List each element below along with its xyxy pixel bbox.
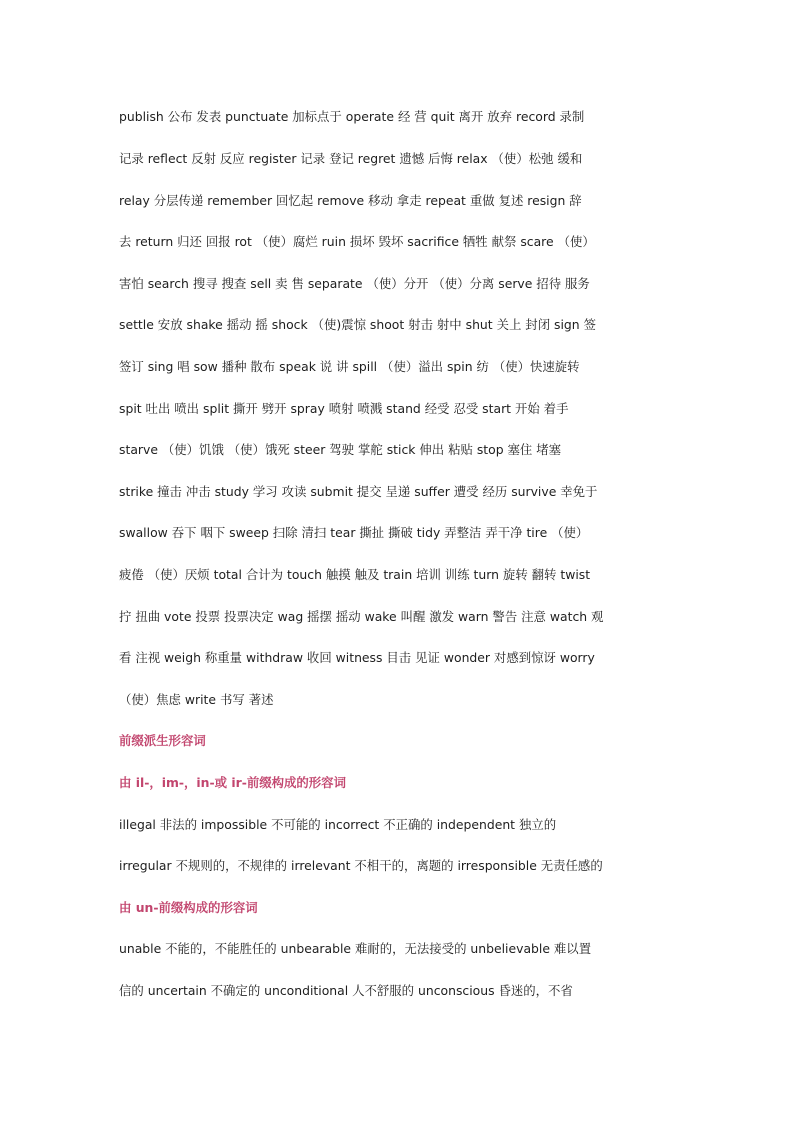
text-line: unable 不能的，不能胜任的 unbearable 难耐的，无法接受的 unbelievable 难以置 [119, 941, 592, 956]
text-line: illegal 非法的 impossible 不可能的 incorrect 不正确的 independent 独立的 [119, 817, 557, 832]
text-line: publish 公布 发表 punctuate 加标点于 operate 经 营 quit 离开 放弃 record 录制 [119, 109, 585, 124]
text-line: 签订 sing 唱 sow 播种 散布 speak 说 讲 spill （使）溢出 spin 纺 （使）快速旋转 [119, 359, 580, 374]
text-line: 记录 reflect 反射 反应 register 记录 登记 regret 遗憾 后悔 relax （使）松弛 缓和 [119, 151, 583, 166]
text-line: swallow 吞下 咽下 sweep 扫除 清扫 tear 撕扯 撕破 tidy 弄整洁 弄干净 tire （使） [119, 525, 589, 540]
text-line: 去 return 归还 回报 rot （使）腐烂 ruin 损坏 毁坏 sacrifice 牺牲 献祭 scare （使） [119, 234, 595, 249]
text-line: 信的 uncertain 不确定的 unconditional 人不舒服的 unconscious 昏迷的，不省 [119, 983, 573, 998]
text-line: 疲倦 （使）厌烦 total 合计为 touch 触摸 触及 train 培训 训练 turn 旋转 翻转 twist [119, 567, 591, 582]
text-line: starve （使）饥饿 （使）饿死 steer 驾驶 掌舵 stick 伸出 粘贴 stop 塞住 堵塞 [119, 442, 562, 457]
text-line: strike 撞击 冲击 study 学习 攻读 submit 提交 呈递 suffer 遭受 经历 survive 幸免于 [119, 484, 598, 499]
text-line: （使）焦虑 write 书写 著述 [119, 692, 274, 707]
text-line: spit 吐出 喷出 split 撕开 劈开 spray 喷射 喷溅 stand 经受 忍受 start 开始 着手 [119, 401, 569, 416]
subsection-heading: 由 il-，im-，in-或 ir-前缀构成的形容词 [119, 775, 346, 790]
text-line: relay 分层传递 remember 回忆起 remove 移动 拿走 repeat 重做 复述 resign 辞 [119, 193, 582, 208]
text-line: irregular 不规则的，不规律的 irrelevant 不相干的，离题的 irresponsible 无责任感的 [119, 858, 603, 873]
text-line: 害怕 search 搜寻 搜查 sell 卖 售 separate （使）分开 （使）分离 serve 招待 服务 [119, 276, 590, 291]
text-line: settle 安放 shake 摇动 摇 shock （使)震惊 shoot 射击 射中 shut 关上 封闭 sign 签 [119, 317, 596, 332]
subsection-heading: 由 un-前缀构成的形容词 [119, 900, 258, 915]
text-line: 看 注视 weigh 称重量 withdraw 收回 witness 目击 见证 wonder 对感到惊讶 worry [119, 650, 595, 665]
section-heading: 前缀派生形容词 [119, 733, 206, 748]
text-line: 拧 扭曲 vote 投票 投票决定 wag 摇摆 摇动 wake 叫醒 激发 warn 警告 注意 watch 观 [119, 609, 604, 624]
